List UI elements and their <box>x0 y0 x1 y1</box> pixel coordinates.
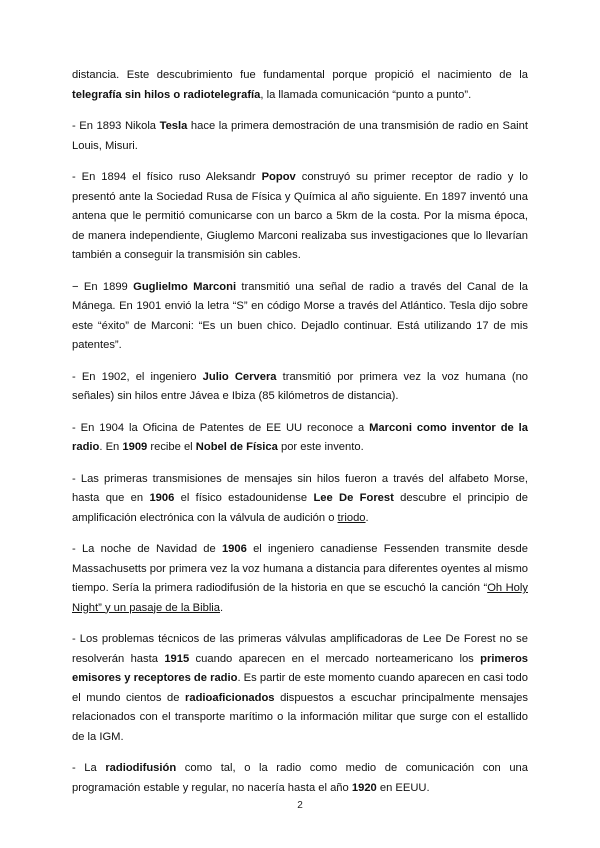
bold-text: 1915 <box>164 652 190 665</box>
text-segment: dispuestos a escuchar principalmente mensajes relacionados con el transporte marítimo o la información militar que surge con el estallido de la IGM. <box>72 691 528 743</box>
text-segment: . <box>365 511 369 524</box>
bold-text: Tesla <box>159 120 188 132</box>
text-segment: transmitió una señal de radio a través del Canal de la Mánega. En 1901 envió la letra “S” en código Morse a través del Atlántico. Tesla dijo sobre este “éxito” de Marconi: “Es un buen chico. Dejadlo continuar. Está utilizando 17 de mis patentes”. <box>72 280 528 351</box>
paragraph-p6 <box>72 470 528 529</box>
document-page <box>72 66 528 810</box>
bold-text: primeros emisores y receptores de radio <box>72 652 528 684</box>
bold-text: Lee De Forest <box>313 492 394 504</box>
text-segment: distancia. Este descubrimiento fue fundamental porque propició el nacimiento de la <box>72 69 528 81</box>
text-segment: hace la primera demostración de una transmisión de radio en Saint Louis, Misuri. <box>72 120 528 152</box>
underlined-text: triodo <box>337 511 366 524</box>
paragraph-p2 <box>72 168 528 266</box>
bold-text: 1906 <box>149 492 175 504</box>
paragraph-p8 <box>72 630 528 747</box>
bold-text: Guglielmo Marconi <box>133 280 237 293</box>
text-segment: por este invento. <box>277 441 364 453</box>
underlined-text: Oh Holy Night” y un pasaje de la Biblia <box>72 582 528 614</box>
text-segment: - En 1902, el ingeniero <box>72 370 203 383</box>
text-segment: . <box>220 601 224 614</box>
text-segment: . Es partir de este momento cuando aparecen en casi todo el mundo cientos de <box>72 672 528 704</box>
text-segment: - En 1904 la Oficina de Patentes de EE UU reconoce a <box>72 421 370 434</box>
text-segment: - En 1893 Nikola <box>72 120 160 132</box>
text-segment: - En 1894 el físico ruso Aleksandr <box>72 171 262 183</box>
text-segment: - Las primeras transmisiones de mensajes sin hilos fueron a través del alfabeto Morse, hasta que en <box>72 472 528 504</box>
text-segment: - La <box>72 762 106 774</box>
text-segment: transmitió por primera vez la voz humana (no señales) sin hilos entre Jávea e Ibiza (85 kilómetros de distancia). <box>72 370 529 402</box>
text-segment: el ingeniero canadiense Fessenden transmite desde Massachusetts por primera vez la voz humana a distancia para diferentes oyentes al mismo tiempo. Sería la primera radiodifusión de la historia en que se escuchó la canción “ <box>72 543 528 594</box>
bold-text: telegrafía sin hilos o radiotelegrafía <box>72 88 261 101</box>
page-number: 2 <box>297 800 303 811</box>
paragraph-p3 <box>72 278 528 356</box>
text-segment: el físico estadounidense <box>174 492 314 504</box>
text-segment: construyó su primer receptor de radio y lo presentó ante la Sociedad Rusa de Física y Química al año siguiente. En 1897 inventó una antena que le permitió comunicarse con un barco a 5km de la costa. Por la misma época, de manera independiente, Giuglemo Marconi realizaba sus investigaciones que lo llevarían también a conseguir la transmisión sin cables. <box>72 171 528 261</box>
bold-text: Julio Cervera <box>202 370 277 383</box>
paragraph-p1 <box>72 117 528 156</box>
bold-text: radiodifusión <box>105 762 177 774</box>
paragraph-p0 <box>72 66 528 105</box>
bold-text: 1906 <box>221 543 247 555</box>
text-segment: , la llamada comunicación “punto a punto”. <box>260 88 472 101</box>
bold-text: radioaficionados <box>185 691 275 704</box>
text-segment: - La noche de Navidad de <box>72 543 222 555</box>
paragraph-p7 <box>72 540 528 618</box>
text-segment: en EEUU. <box>376 781 430 794</box>
text-segment: como tal, o la radio como medio de comunicación con una programación estable y regular, no nacería hasta el año <box>72 762 528 794</box>
bold-text: Marconi como inventor de la radio <box>72 421 528 453</box>
text-segment: . En <box>99 441 123 453</box>
bold-text: 1920 <box>351 781 377 794</box>
text-segment: cuando aparecen en el mercado norteamericano los <box>189 652 481 665</box>
bold-text: Popov <box>261 171 296 183</box>
text-segment: - Los problemas técnicos de las primeras válvulas amplificadoras de Lee De Forest no se resolverán hasta <box>72 633 528 665</box>
bold-text: 1909 <box>122 441 148 453</box>
paragraph-p9 <box>72 759 528 798</box>
text-segment: descubre el principio de amplificación electrónica con la válvula de audición o <box>72 492 528 524</box>
text-segment: recibe el <box>147 441 196 453</box>
text-segment: − En 1899 <box>72 280 134 293</box>
paragraph-p5 <box>72 419 528 458</box>
bold-text: Nobel de Física <box>195 441 278 453</box>
paragraph-p4 <box>72 368 528 407</box>
